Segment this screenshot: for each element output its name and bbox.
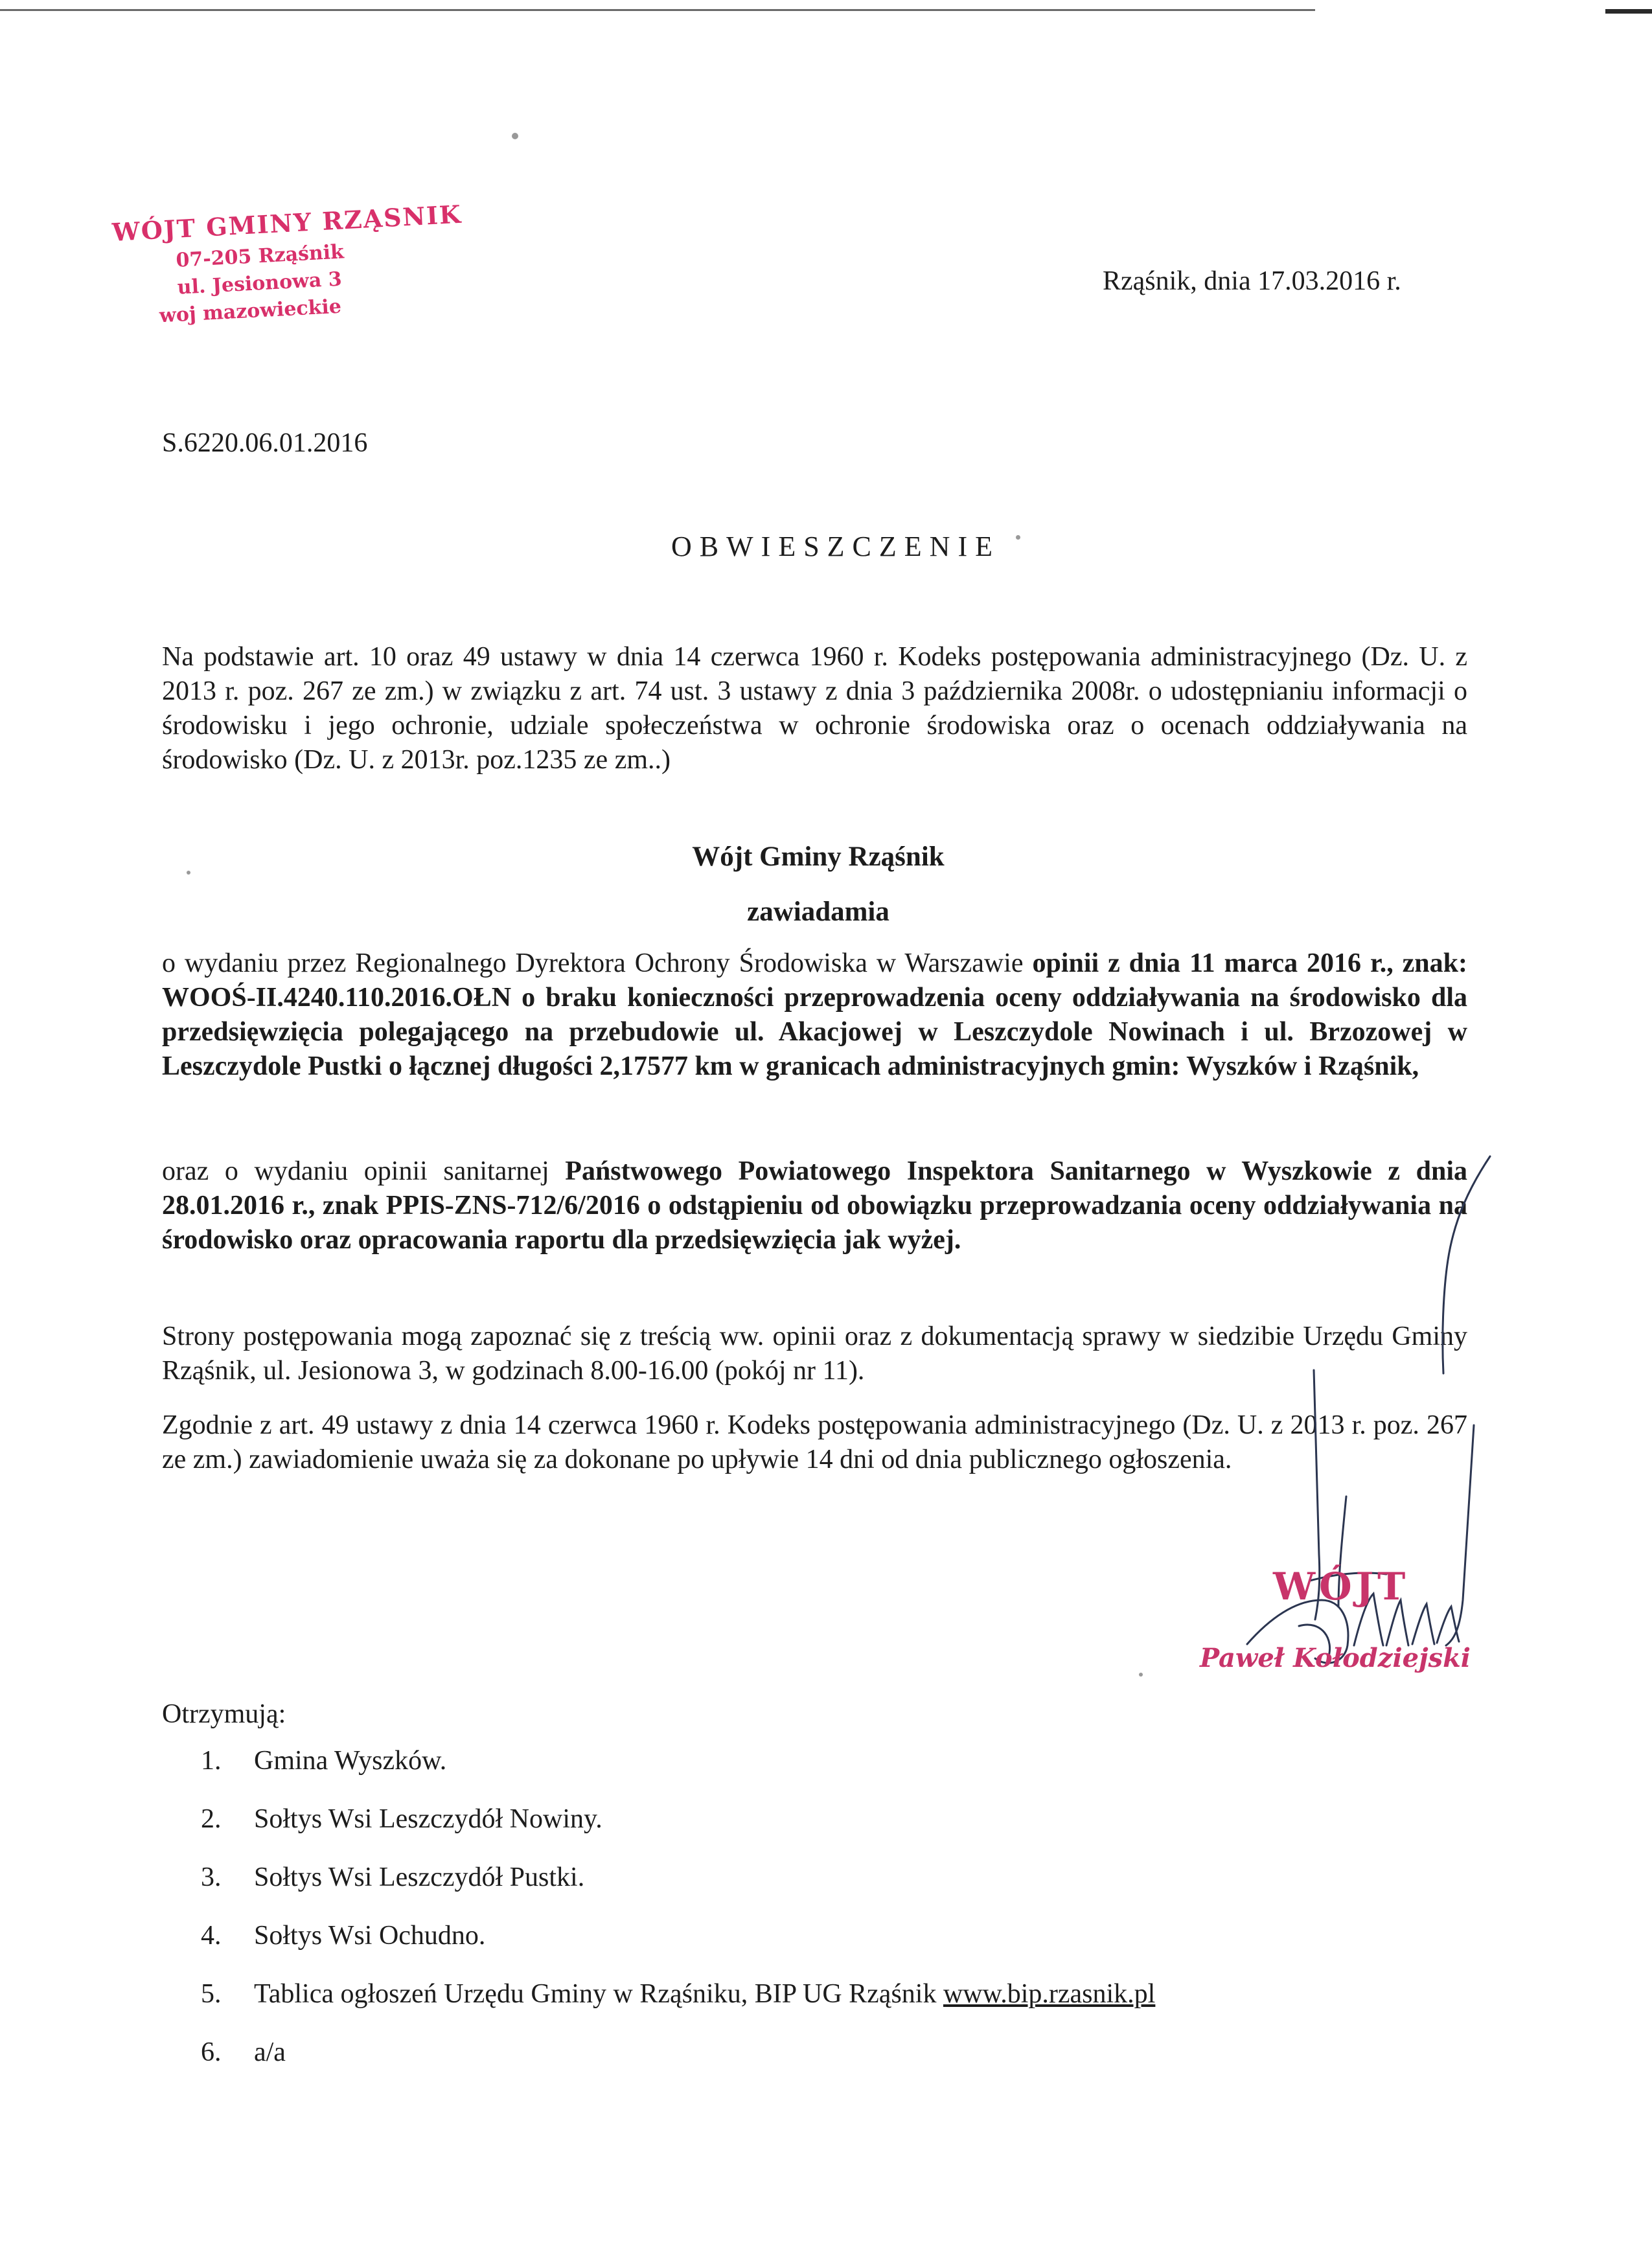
sanitary-intro-text: oraz o wydaniu opinii sanitarnej [162, 1156, 566, 1186]
recipient-number: 6. [201, 2037, 222, 2067]
office-stamp [111, 199, 481, 347]
decision-paragraph [162, 946, 1467, 1084]
notice-verb: zawiadamia [747, 897, 889, 927]
signature-title-stamp: WÓJT [1273, 1564, 1410, 1609]
recipient-number: 5. [201, 1979, 222, 2009]
recipient-item [201, 2037, 1155, 2095]
recipient-text: Tablica ogłoszeń Urzędu Gminy w Rząśniku, BIP UG Rząśnik [254, 1979, 943, 2009]
recipient-number: 1. [201, 1746, 222, 1776]
recipient-number: 3. [201, 1862, 222, 1892]
recipient-item [201, 1804, 1155, 1862]
scan-border-line [0, 9, 1315, 11]
recipient-item [201, 1745, 1155, 1804]
recipient-text: Sołtys Wsi Ochudno. [254, 1921, 486, 1951]
legal-basis-paragraph: Na podstawie art. 10 oraz 49 ustawy w dnia 14 czerwca 1960 r. Kodeks postępowania administracyjnego (Dz. U. z 2013 r. poz. 267 ze zm.) w związku z art. 74 ust. 3 ustawy z dnia 3 października 2008r. o udostępnianiu informacji o środowisku i jego ochronie, udziale społeczeństwa w ochronie środowiska oraz o ocenach oddziaływania na środowisko (Dz. U. z 2013r. poz.1235 ze zm..) [162, 642, 1467, 775]
sanitary-opinion-paragraph [162, 1154, 1467, 1257]
recipient-number: 2. [201, 1804, 222, 1834]
issuing-authority: Wójt Gminy Rząśnik [692, 842, 945, 872]
recipient-text: a/a [254, 2037, 286, 2067]
recipient-item [201, 1978, 1155, 2037]
recipient-text: Gmina Wyszków. [254, 1746, 447, 1776]
document-title-text: OBWIESZCZENIE [671, 531, 1000, 562]
scan-corner-mark [1605, 9, 1652, 14]
place-and-date: Rząśnik, dnia 17.03.2016 r. [1103, 266, 1401, 296]
stamp-postcode: 07-205 Rząśnik [175, 240, 345, 272]
recipient-item [201, 1920, 1155, 1978]
stamp-title: WÓJT GMINY RZĄSNIK [111, 199, 463, 247]
document-access-paragraph: Strony postępowania mogą zapoznać się z treścią ww. opinii oraz z dokumentacją sprawy w siedzibie Urzędu Gminy Rząśnik, ul. Jesionowa 3, w godzinach 8.00-16.00 (pokój nr 11). [162, 1322, 1467, 1386]
document-title [0, 530, 1652, 563]
legal-notice-paragraph: Zgodnie z art. 49 ustawy z dnia 14 czerwca 1960 r. Kodeks postępowania administracyjnego (Dz. U. z 2013 r. poz. 267 ze zm.) zawiadomienie uważa się za dokonane po upływie 14 dni od dnia publicznego ogłoszenia. [162, 1410, 1467, 1474]
signatory-name-stamp: Paweł Kołodziejski [1200, 1643, 1471, 1673]
case-reference: S.6220.06.01.2016 [162, 428, 368, 458]
decision-details-text: opinii z dnia 11 marca 2016 r., znak: WOOŚ-II.4240.110.2016.OŁN o braku konieczności przeprowadzenia oceny oddziaływania na środowisko dla przedsięwzięcia polegającego na przebudowie ul. Akacjowej w Leszczydole Nowinach i ul. Brzozowej w Leszczydole Pustki o łącznej długości 2,17577 km w granicach administracyjnych gmin: Wyszków i Rząśnik, [162, 948, 1468, 1081]
recipient-text: Sołtys Wsi Leszczydół Pustki. [254, 1862, 585, 1892]
recipient-text: Sołtys Wsi Leszczydół Nowiny. [254, 1804, 602, 1834]
decision-intro-text: o wydaniu przez Regionalnego Dyrektora Ochrony Środowiska w Warszawie [162, 948, 1033, 978]
recipient-item [201, 1862, 1155, 1920]
bip-website-link[interactable]: www.bip.rzasnik.pl [943, 1979, 1156, 2009]
scan-speck [512, 133, 518, 139]
scan-speck [1139, 1673, 1143, 1677]
sanitary-details-text: Państwowego Powiatowego Inspektora Sanitarnego w Wyszkowie z dnia 28.01.2016 r., znak PPIS-ZNS-712/6/2016 o odstąpieniu od obowiązku przeprowadzania oceny oddziaływania na środowisko oraz opracowania raportu dla przedsięwzięcia jak wyżej. [162, 1156, 1467, 1255]
recipients-heading: Otrzymują: [162, 1699, 286, 1729]
stamp-voivodeship: woj mazowieckie [159, 295, 342, 328]
stamp-street: ul. Jesionowa 3 [176, 268, 343, 299]
recipients-list [201, 1745, 1155, 2095]
recipient-number: 4. [201, 1921, 222, 1951]
